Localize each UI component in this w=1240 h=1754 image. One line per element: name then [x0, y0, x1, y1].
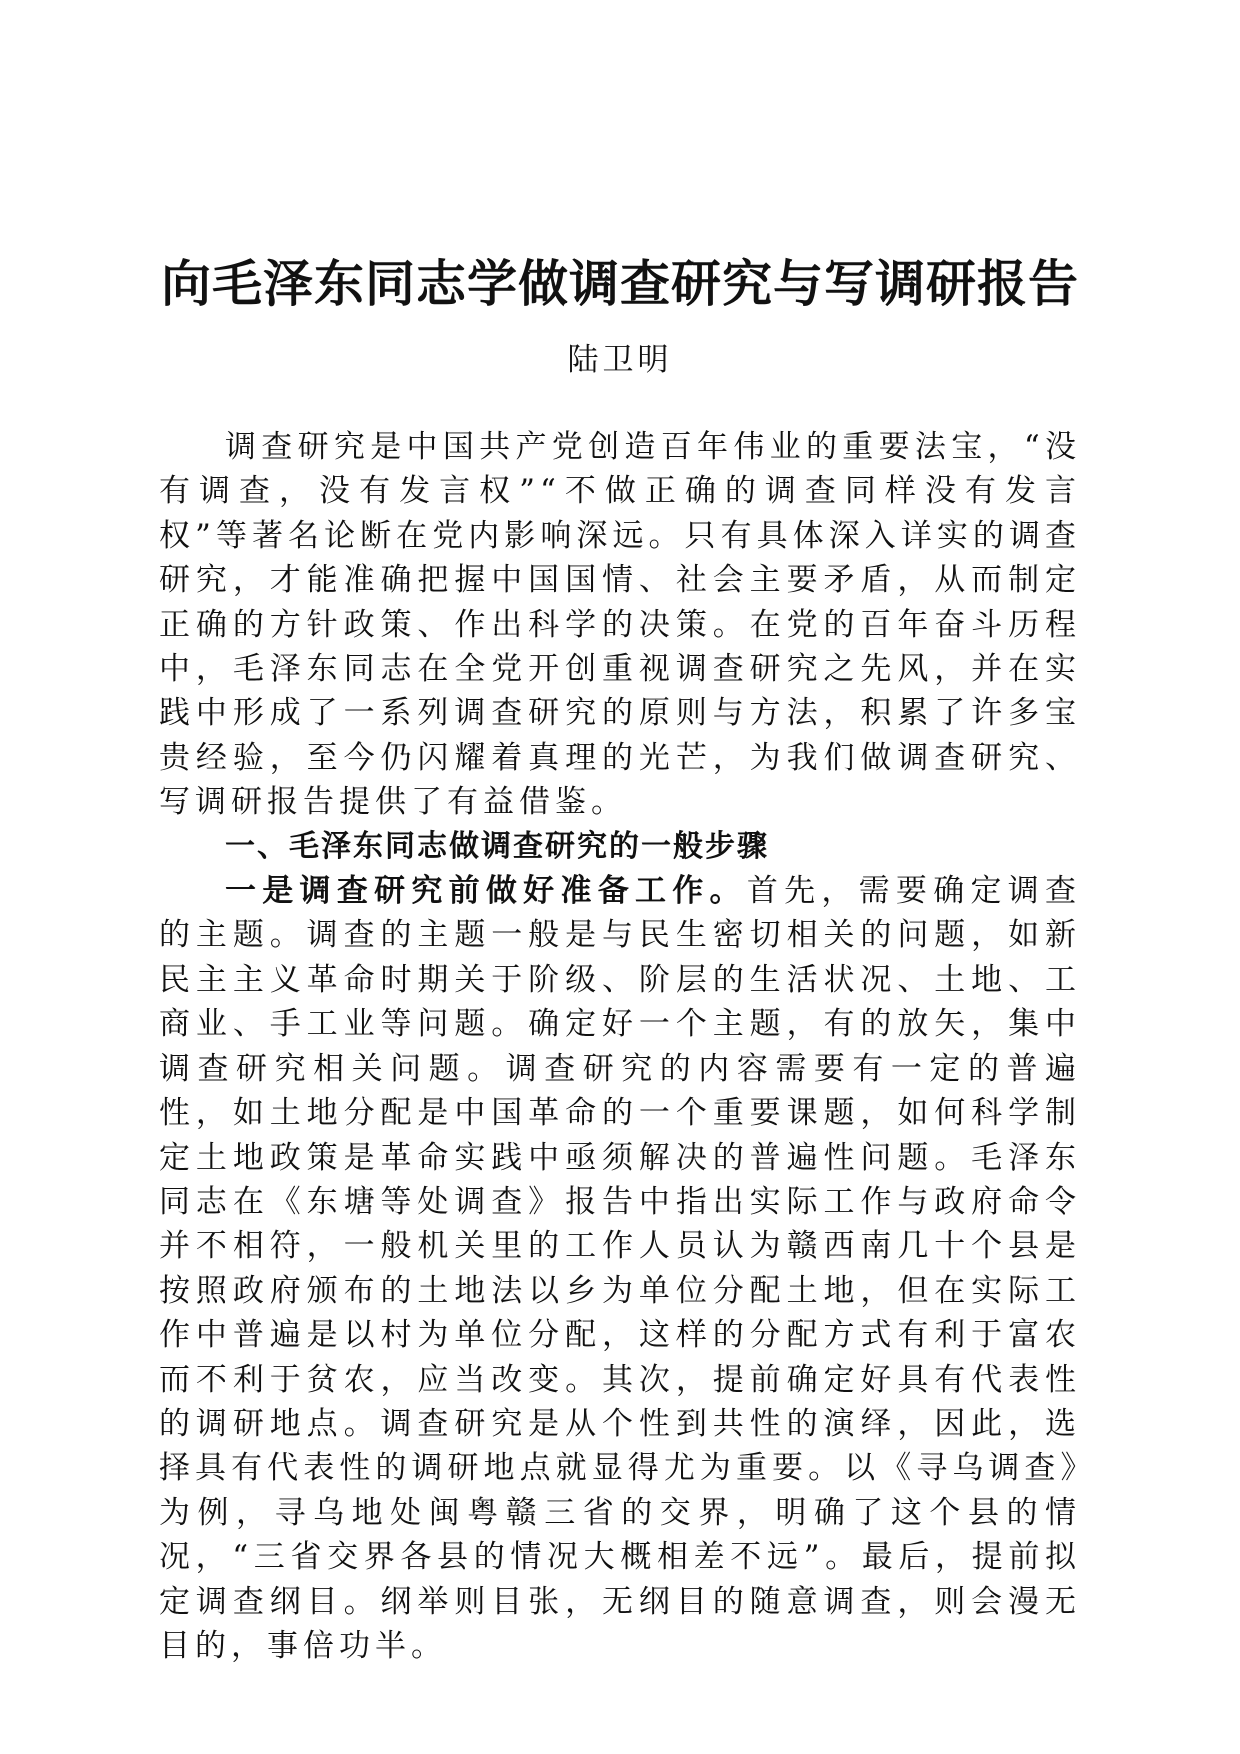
document-body	[159, 425, 1081, 1668]
intro-paragraph: 调查研究是中国共产党创造百年伟业的重要法宝，“没有调查，没有发言权”“不做正确的调查同样没有发言权”等著名论断在党内影响深远。只有具体深入详实的调查研究，才能准确把握中国国情、社会主要矛盾，从而制定正确的方针政策、作出科学的决策。在党的百年奋斗历程中，毛泽东同志在全党开创重视调查研究之先风，并在实践中形成了一系列调查研究的原则与方法，积累了许多宝贵经验，至今仍闪耀着真理的光芒，为我们做调查研究、写调研报告提供了有益借鉴。	[159, 429, 1081, 821]
section-paragraph	[159, 869, 1081, 1668]
document-author: 陆卫明	[567, 342, 673, 378]
document-title: 向毛泽东同志学做调查研究与写调研报告	[161, 254, 1079, 313]
paragraph-lead: 一是调查研究前做好准备工作。	[225, 873, 747, 910]
paragraph-body: 首先，需要确定调查的主题。调查的主题一般是与民生密切相关的问题，如新民主主义革命时期关于阶级、阶层的生活状况、土地、工商业、手工业等问题。确定好一个主题，有的放矢，集中调查研究相关问题。调查研究的内容需要有一定的普遍性，如土地分配是中国革命的一个重要课题，如何科学制定土地政策是革命实践中亟须解决的普遍性问题。毛泽东同志在《东塘等处调查》报告中指出实际工作与政府命令并不相符，一般机关里的工作人员认为赣西南几十个县是按照政府颁布的土地法以乡为单位分配土地，但在实际工作中普遍是以村为单位分配，这样的分配方式有利于富农而不利于贫农，应当改变。其次，提前确定好具有代表性的调研地点。调查研究是从个性到共性的演绎，因此，选择具有代表性的调研地点就显得尤为重要。以《寻乌调查》为例，寻乌地处闽粤赣三省的交界，明确了这个县的情况，“三省交界各县的情况大概相差不远”。最后，提前拟定调查纲目。纲举则目张，无纲目的随意调查，则会漫无目的，事倍功半。	[159, 873, 1082, 1664]
section-heading: 一、毛泽东同志做调查研究的一般步骤	[225, 828, 769, 864]
